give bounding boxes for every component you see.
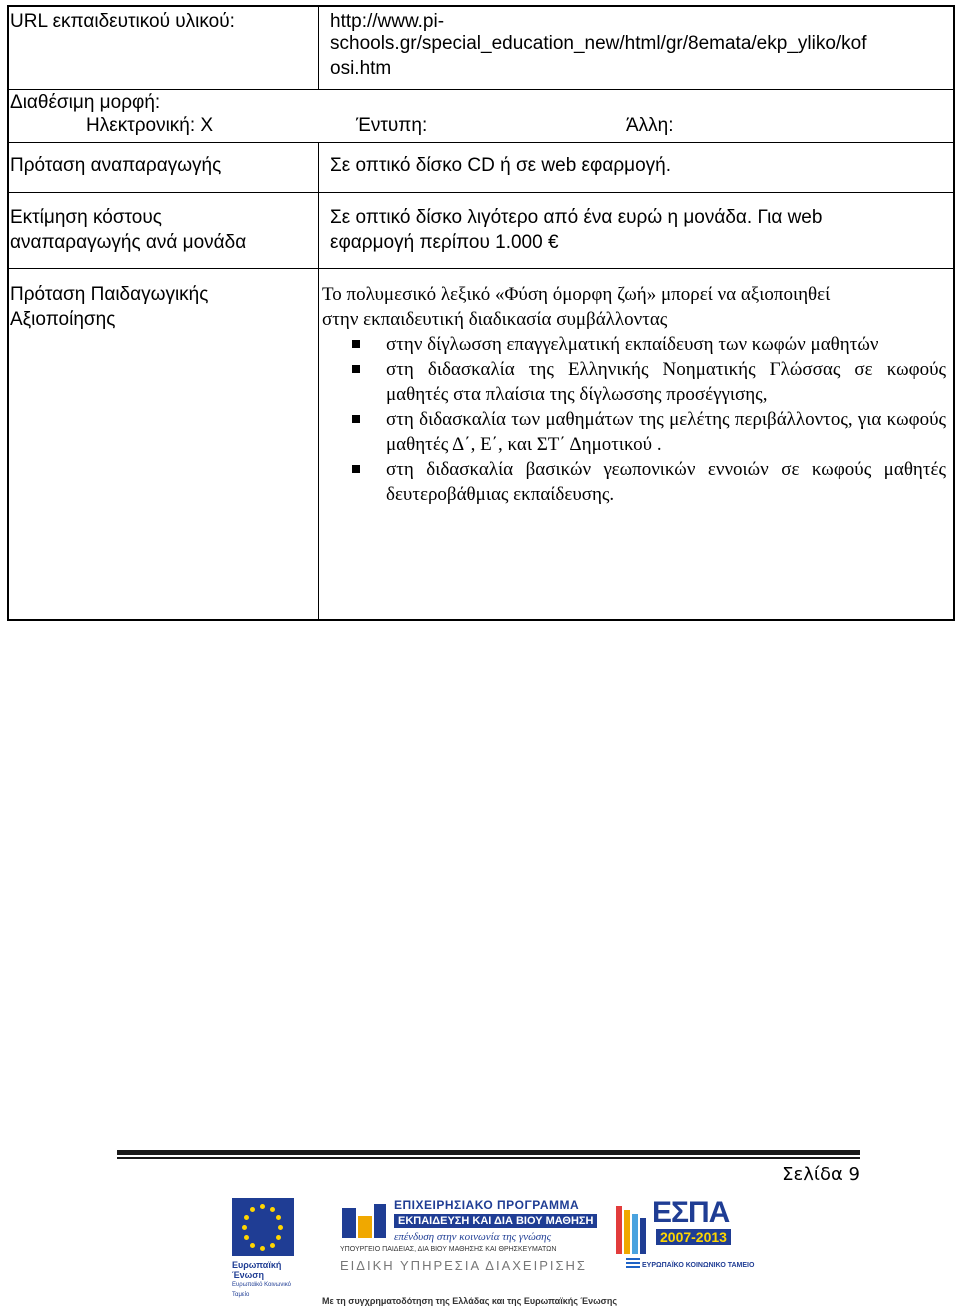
- espa-years: 2007-2013: [656, 1229, 731, 1245]
- list-item-text: στην δίγλωσση επαγγελματική εκπαίδευση των κωφών μαθητών: [386, 334, 879, 355]
- cost-label-line: Εκτίμηση κόστους: [10, 207, 162, 228]
- funding-logos: [232, 1196, 760, 1306]
- url-line: osi.htm: [330, 58, 392, 79]
- bullet-square-icon: [352, 465, 360, 473]
- pedagogy-label-line: Πρόταση Παιδαγωγικής: [10, 284, 209, 305]
- programme-title: ΕΠΙΧΕΙΡΗΣΙΑΚΟ ΠΡΟΓΡΑΜΜΑ: [394, 1198, 580, 1212]
- format-electronic: Ηλεκτρονική: Χ: [86, 115, 214, 136]
- format-label: Διαθέσιμη μορφή:: [10, 92, 161, 113]
- cost-label: [10, 205, 246, 255]
- url-line: schools.gr/special_education_new/html/gr/8emata/ekp_yliko/kof: [330, 33, 867, 54]
- table-row-divider: [7, 192, 955, 193]
- programme-emblem-icon: [340, 1202, 388, 1242]
- reproduction-value: Σε οπτικό δίσκο CD ή σε web εφαρμογή.: [330, 155, 671, 176]
- espa-stripes-icon: [614, 1206, 652, 1254]
- cost-value-line: Σε οπτικό δίσκο λιγότερο από ένα ευρώ η μονάδα. Για web: [330, 207, 823, 228]
- format-other: Άλλη:: [626, 115, 674, 136]
- pedagogy-intro-line: Το πολυμεσικό λεξικό «Φύση όμορφη ζωή» μπορεί να αξιοποιηθεί: [322, 284, 831, 305]
- management-service: ΕΙΔΙΚΗ ΥΠΗΡΕΣΙΑ ΔΙΑΧΕΙΡΙΣΗΣ: [340, 1258, 587, 1273]
- page-number: Σελίδα 9: [782, 1164, 860, 1185]
- table-row-divider: [7, 142, 955, 143]
- bullet-square-icon: [352, 365, 360, 373]
- bullet-square-icon: [352, 340, 360, 348]
- list-item: [322, 407, 946, 457]
- table-row-divider: [7, 268, 955, 269]
- cofunding-caption: Με τη συγχρηματοδότηση της Ελλάδας και της Ευρωπαϊκής Ένωσης: [322, 1296, 618, 1306]
- espa-fund: ΕΥΡΩΠΑΪΚΟ ΚΟΙΝΩΝΙΚΟ ΤΑΜΕΙΟ: [642, 1262, 755, 1269]
- greek-flag-icon: [626, 1258, 640, 1268]
- footer-rule: [117, 1157, 860, 1159]
- url-value[interactable]: [330, 9, 950, 81]
- ministry-name: ΥΠΟΥΡΓΕΙΟ ΠΑΙΔΕΙΑΣ, ΔΙΑ ΒΙΟΥ ΜΑΘΗΣΗΣ ΚΑΙ ΘΡΗΣΚΕΥΜΑΤΩΝ: [340, 1246, 557, 1253]
- cost-label-line: αναπαραγωγής ανά μονάδα: [10, 232, 247, 253]
- programme-logo: [340, 1196, 604, 1278]
- programme-name: ΕΚΠΑΙΔΕΥΣΗ ΚΑΙ ΔΙΑ ΒΙΟΥ ΜΑΘΗΣΗ: [394, 1214, 597, 1228]
- programme-slogan: επένδυση στην κοινωνία της γνώσης: [394, 1231, 552, 1243]
- list-item-text: στη διδασκαλία βασικών γεωπονικών εννοιών σε κωφούς μαθητές δευτεροβάθμιας εκπαίδευσης.: [386, 459, 946, 505]
- eu-label: [232, 1260, 298, 1300]
- list-item-text: στη διδασκαλία της Ελληνικής Νοηματικής Γλώσσας σε κωφούς μαθητές στα πλαίσια της δίγλωσσης προσέγγισης,: [386, 359, 946, 405]
- list-item: [322, 357, 946, 407]
- pedagogy-bullet-list: [322, 332, 946, 507]
- format-print: Έντυπη:: [356, 115, 428, 136]
- footer-rule: [117, 1150, 860, 1155]
- pedagogy-intro-line: στην εκπαιδευτική διαδικασία συμβάλλοντας: [322, 309, 668, 330]
- espa-word: ΕΣΠΑ: [652, 1196, 730, 1229]
- pedagogy-label: [10, 282, 208, 332]
- eu-name: Ευρωπαϊκή Ένωση: [232, 1260, 282, 1280]
- url-line: http://www.pi-: [330, 11, 445, 32]
- espa-logo: [614, 1196, 760, 1286]
- list-item: [322, 457, 946, 507]
- pedagogy-value: [322, 282, 946, 507]
- table-column-divider: [318, 5, 319, 90]
- url-label: URL εκπαιδευτικού υλικού:: [10, 11, 235, 32]
- eu-flag-icon: [232, 1198, 294, 1256]
- list-item: [322, 332, 946, 357]
- reproduction-label: Πρόταση αναπαραγωγής: [10, 155, 222, 176]
- pedagogy-label-line: Αξιοποίησης: [10, 309, 116, 330]
- list-item-text: στη διδασκαλία των μαθημάτων της μελέτης περιβάλλοντος, για κωφούς μαθητές Δ΄, Ε΄, και ΣΤ΄ Δημοτικού .: [386, 409, 946, 455]
- table-column-divider: [318, 142, 319, 621]
- bullet-square-icon: [352, 415, 360, 423]
- eu-subtitle: Ευρωπαϊκό Κοινωνικό Ταμείο: [232, 1282, 291, 1298]
- cost-value-line: εφαρμογή περίπου 1.000 €: [330, 232, 559, 253]
- cost-value: [330, 205, 822, 255]
